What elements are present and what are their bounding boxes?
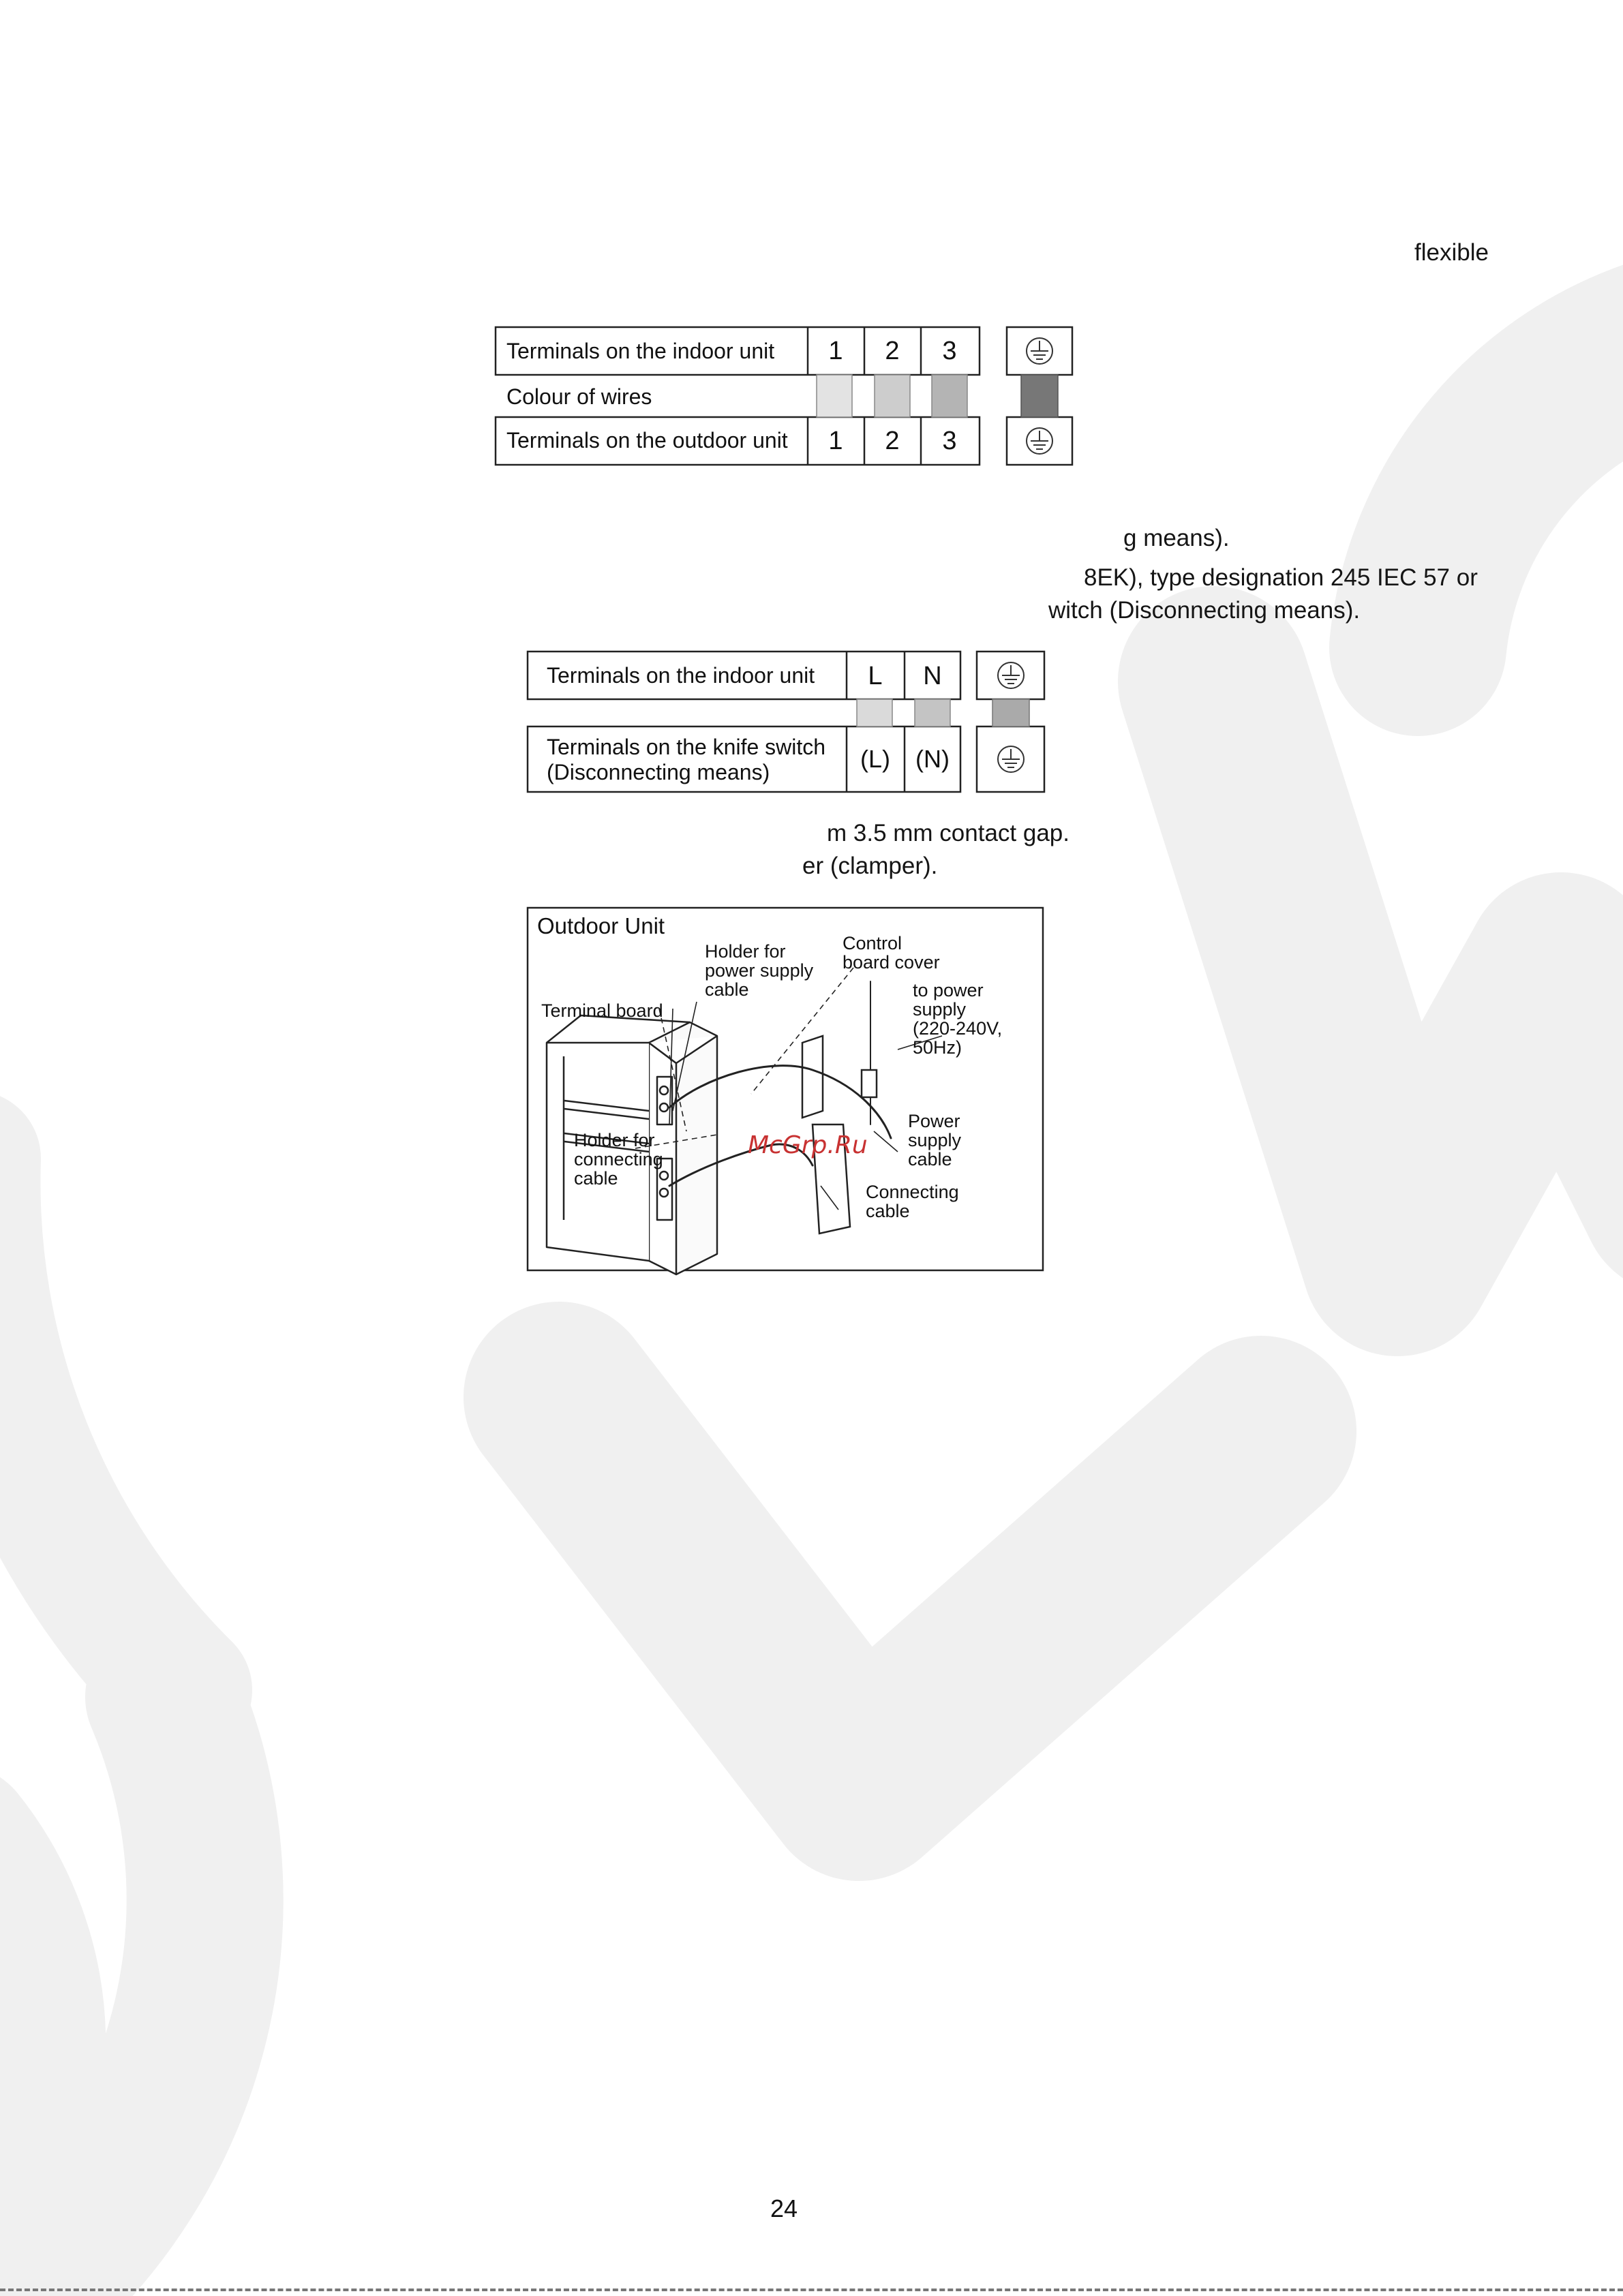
outdoor-terminal-1: 1 [828, 427, 843, 455]
outdoor-terminal-2: 2 [885, 427, 900, 455]
outdoor-unit-label: Terminals on the outdoor unit [506, 428, 788, 453]
switch-terminal-l: (L) [860, 745, 890, 773]
text-flexible: flexible [1414, 239, 1489, 266]
label-to-power-2: supply [913, 999, 967, 1020]
cable-clamp [862, 1070, 877, 1097]
text-clamper: er (clamper). [802, 853, 938, 879]
indoor-terminal-l: L [868, 662, 883, 690]
label-to-power-4: 50Hz) [913, 1037, 962, 1058]
text-contact-gap: m 3.5 mm contact gap. [827, 820, 1070, 846]
switch-terminal-n: (N) [915, 745, 950, 773]
text-type-designation: 8EK), type designation 245 IEC 57 or [1084, 564, 1478, 591]
earth-wire-2 [992, 699, 1029, 726]
watermark-arc-top [1418, 341, 1623, 647]
knife-switch-label-1: Terminals on the knife switch [547, 735, 826, 759]
text-knife-switch: witch (Disconnecting means). [1048, 597, 1361, 624]
label-connecting-2: cable [866, 1201, 910, 1221]
label-holder-power-3: cable [705, 979, 749, 1000]
outdoor-unit-title: Outdoor Unit [537, 913, 665, 938]
wire-color-2 [875, 375, 910, 417]
mcgrp-stamp: McGrp.Ru [748, 1131, 868, 1159]
indoor-terminal-3: 3 [942, 337, 957, 365]
wire-color-1 [817, 375, 852, 417]
label-holder-power-2: power supply [705, 960, 814, 981]
label-to-power-1: to power [913, 980, 984, 1000]
indoor-terminal-2: 2 [885, 337, 900, 365]
indoor-unit-label: Terminals on the indoor unit [506, 339, 775, 363]
indoor-unit-label-2: Terminals on the indoor unit [547, 663, 815, 688]
label-control-1: Control [843, 933, 902, 953]
control-board-cover [802, 1036, 823, 1118]
label-power-cable-2: supply [908, 1130, 962, 1150]
watermark-arc-big [0, 1159, 184, 1690]
label-holder-conn-2: connecting [574, 1149, 663, 1169]
label-power-cable-3: cable [908, 1149, 952, 1169]
knife-switch-label-2: (Disconnecting means) [547, 760, 770, 784]
label-terminal-board: Terminal board [541, 1000, 663, 1021]
text-disconnecting-means-end: g means). [1123, 525, 1230, 551]
page-number: 24 [770, 2194, 798, 2222]
label-holder-conn-3: cable [574, 1168, 618, 1189]
colour-of-wires-label: Colour of wires [506, 384, 652, 409]
wire-color-n [915, 699, 950, 726]
label-to-power-3: (220-240V, [913, 1018, 1003, 1039]
label-control-2: board cover [843, 952, 940, 973]
indoor-terminal-n: N [923, 662, 942, 690]
footer-divider [0, 2289, 1623, 2291]
watermark-letter-w [1213, 682, 1623, 1261]
wire-color-l [857, 699, 892, 726]
indoor-terminal-1: 1 [828, 337, 843, 365]
terminal-wiring-table-knife-switch [526, 650, 1044, 795]
label-power-cable-1: Power [908, 1111, 960, 1131]
label-connecting-1: Connecting [866, 1182, 959, 1202]
earth-wire [1021, 375, 1058, 417]
wire-color-3 [932, 375, 967, 417]
terminal-wiring-table-indoor-outdoor [494, 326, 1074, 466]
outdoor-terminal-3: 3 [942, 427, 957, 455]
label-holder-conn-1: Holder for [574, 1130, 655, 1150]
watermark-letter-l [559, 1397, 1261, 1786]
outdoor-unit-wiring-figure [526, 906, 1044, 1272]
label-holder-power-1: Holder for [705, 941, 786, 962]
